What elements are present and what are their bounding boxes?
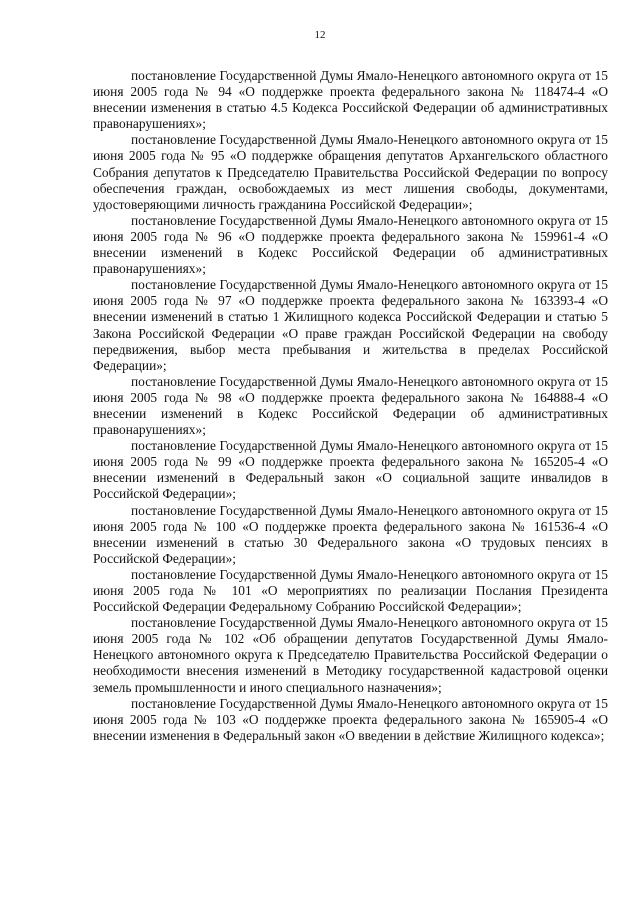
page-number: 12 <box>314 29 326 41</box>
resolution-paragraph: постановление Государственной Думы Ямало-Ненецкого автономного округа от 15 июня 2005 года № 98 «О поддержке проекта федерального закона № 164888-4 «О внесении изменений в Кодекс Российской Федерации об административных правонарушениях»; <box>93 373 608 438</box>
resolution-paragraph: постановление Государственной Думы Ямало-Ненецкого автономного округа от 15 июня 2005 года № 94 «О поддержке проекта федерального закона № 118474-4 «О внесении изменения в статью 4.5 Кодекса Российской Федерации об административных правонарушениях»; <box>93 68 608 132</box>
resolution-paragraph: постановление Государственной Думы Ямало-Ненецкого автономного округа от 15 июня 2005 года № 101 «О мероприятиях по реализации Послания Президента Российской Федерации Федеральному Собранию Российской Федерации»; <box>93 566 608 615</box>
resolution-paragraph: постановление Государственной Думы Ямало-Ненецкого автономного округа от 15 июня 2005 года № 95 «О поддержке обращения депутатов Архангельского областного Собрания депутатов к Председателю Правительства Российской Федерации по вопросу обеспечения граждан, освобождаемых из мест лишения свободы, документами, удостоверяющими личность гражданина Российской Федерации»; <box>93 132 608 212</box>
resolution-paragraph: постановление Государственной Думы Ямало-Ненецкого автономного округа от 15 июня 2005 года № 102 «Об обращении депутатов Государственной Думы Ямало-Ненецкого автономного округа к Председателю Правительства Российской Федерации о необходимости внесения изменений в Методику государственной кадастровой оценки земель промышленности и иного специального назначения»; <box>93 615 608 695</box>
resolution-paragraph: постановление Государственной Думы Ямало-Ненецкого автономного округа от 15 июня 2005 года № 99 «О поддержке проекта федерального закона № 165205-4 «О внесении изменений в Федеральный закон «О социальной защите инвалидов в Российской Федерации»; <box>93 438 608 502</box>
resolution-paragraph: постановление Государственной Думы Ямало-Ненецкого автономного округа от 15 июня 2005 года № 103 «О поддержке проекта федерального закона № 165905-4 «О внесении изменения в Федеральный закон «О введении в действие Жилищного кодекса»; <box>93 695 608 743</box>
resolution-paragraph: постановление Государственной Думы Ямало-Ненецкого автономного округа от 15 июня 2005 года № 96 «О поддержке проекта федерального закона № 159961-4 «О внесении изменений в Кодекс Российской Федерации об административных правонарушениях»; <box>93 212 608 277</box>
resolution-paragraph: постановление Государственной Думы Ямало-Ненецкого автономного округа от 15 июня 2005 года № 97 «О поддержке проекта федерального закона № 163393-4 «О внесении изменений в статью 1 Жилищного кодекса Российской Федерации и статью 5 Закона Российской Федерации «О праве граждан Российской Федерации на свободу передвижения, выбор места пребывания и жительства в пределах Российской Федерации»; <box>93 277 608 373</box>
resolution-paragraph: постановление Государственной Думы Ямало-Ненецкого автономного округа от 15 июня 2005 года № 100 «О поддержке проекта федерального закона № 161536-4 «О внесении изменений в статью 30 Федерального закона «О трудовых пенсиях в Российской Федерации»; <box>93 502 608 566</box>
document-body <box>93 68 608 744</box>
